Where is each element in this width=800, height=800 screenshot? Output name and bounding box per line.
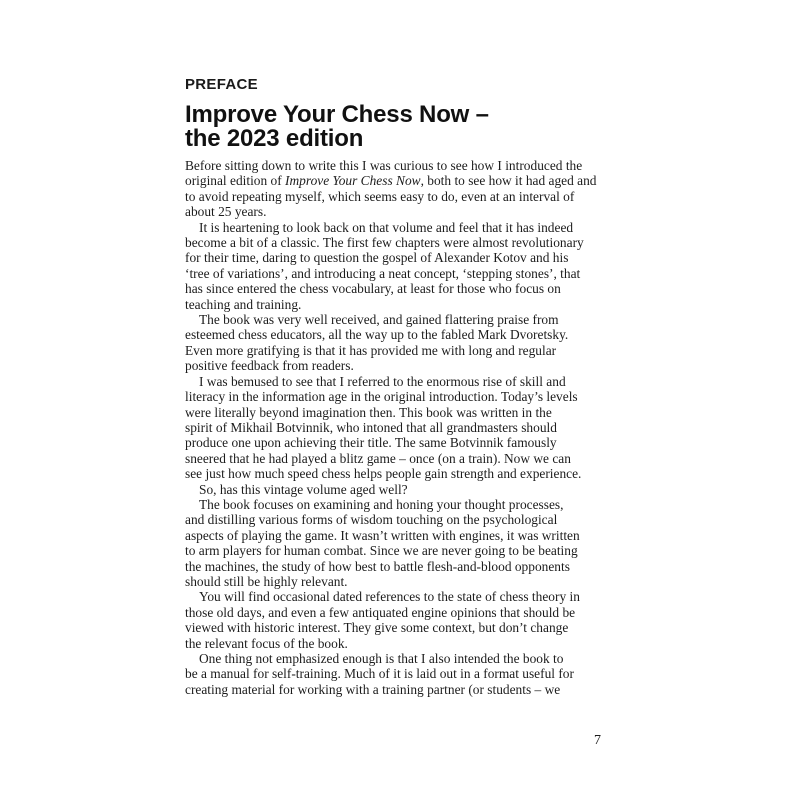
- text-line: the relevant focus of the book.: [185, 635, 348, 651]
- text-line: esteemed chess educators, all the way up to the fabled Mark Dvoretsky.: [185, 327, 569, 343]
- text-line: and distilling various forms of wisdom touching on the psychological: [185, 512, 558, 528]
- text-line: to avoid repeating myself, which seems easy to do, even at an interval of: [185, 188, 575, 204]
- body-paragraph: [185, 312, 615, 374]
- text-line: spirit of Mikhail Botvinnik, who intoned that all grandmasters should: [185, 419, 557, 435]
- book-title-italic: Improve Your Chess Now: [285, 173, 421, 189]
- text-line: to arm players for human combat. Since we are never going to be beating: [185, 543, 578, 559]
- body-paragraph: [185, 220, 615, 312]
- text-line: were literally beyond imagination then. This book was written in the: [185, 404, 552, 420]
- text-line: It is heartening to look back on that volume and feel that it has indeed: [199, 219, 574, 235]
- text-line: I was bemused to see that I referred to the enormous rise of skill and: [199, 373, 566, 389]
- text-line: literacy in the information age in the original introduction. Today’s levels: [185, 389, 578, 405]
- body-paragraph: [185, 589, 615, 651]
- text-line: about 25 years.: [185, 204, 267, 220]
- text-line: see just how much speed chess helps people gain strength and experience.: [185, 466, 582, 482]
- text-line: for their time, daring to question the gospel of Alexander Kotov and his: [185, 250, 569, 266]
- text-line: be a manual for self-training. Much of it is laid out in a format useful for: [185, 666, 574, 682]
- text-line: aspects of playing the game. It wasn’t written with engines, it was written: [185, 527, 580, 543]
- text-line: creating material for working with a training partner (or students – we: [185, 681, 561, 697]
- text-line: produce one upon achieving their title. The same Botvinnik famously: [185, 435, 557, 451]
- text-line: The book focuses on examining and honing your thought processes,: [199, 496, 564, 512]
- text-line: ‘tree of variations’, and introducing a neat concept, ‘stepping stones’, that: [185, 265, 581, 281]
- text-line: teaching and training.: [185, 296, 302, 312]
- body-paragraph: [185, 158, 615, 220]
- text-line: One thing not emphasized enough is that I also intended the book to: [199, 651, 564, 666]
- text-line: viewed with historic interest. They give some context, but don’t change: [185, 620, 569, 636]
- text-line: You will find occasional dated references to the state of chess theory in: [199, 589, 580, 605]
- chapter-title: [185, 103, 625, 151]
- text-line: the machines, the study of how best to battle flesh-and-blood opponents: [185, 558, 570, 574]
- body-paragraph: [185, 497, 615, 589]
- body-text: [185, 158, 615, 697]
- chapter-title-line-2: the 2023 edition: [185, 125, 364, 152]
- chapter-title-line-1: Improve Your Chess Now –: [185, 101, 489, 128]
- body-paragraph: [185, 374, 615, 482]
- section-label: PREFACE: [185, 76, 258, 93]
- text-line: has since entered the chess vocabulary, at least for those who focus on: [185, 281, 561, 297]
- text-line: those old days, and even a few antiquated engine opinions that should be: [185, 604, 576, 620]
- text-line: original edition of Improve Your Chess Now, both to see how it had aged and: [185, 173, 597, 189]
- page-number: 7: [594, 733, 601, 748]
- text-line: positive feedback from readers.: [185, 358, 354, 374]
- text-line: Even more gratifying is that it has provided me with long and regular: [185, 342, 557, 358]
- body-paragraph: [185, 651, 615, 697]
- text-line: sneered that he had played a blitz game – once (on a train). Now we can: [185, 450, 571, 466]
- body-paragraph: [185, 482, 615, 497]
- text-line: The book was very well received, and gained flattering praise from: [199, 312, 559, 328]
- text-line: Before sitting down to write this I was curious to see how I introduced the: [185, 158, 583, 173]
- text-line: should still be highly relevant.: [185, 573, 348, 589]
- text-line: So, has this vintage volume aged well?: [199, 481, 408, 497]
- text-line: become a bit of a classic. The first few chapters were almost revolutionary: [185, 235, 584, 251]
